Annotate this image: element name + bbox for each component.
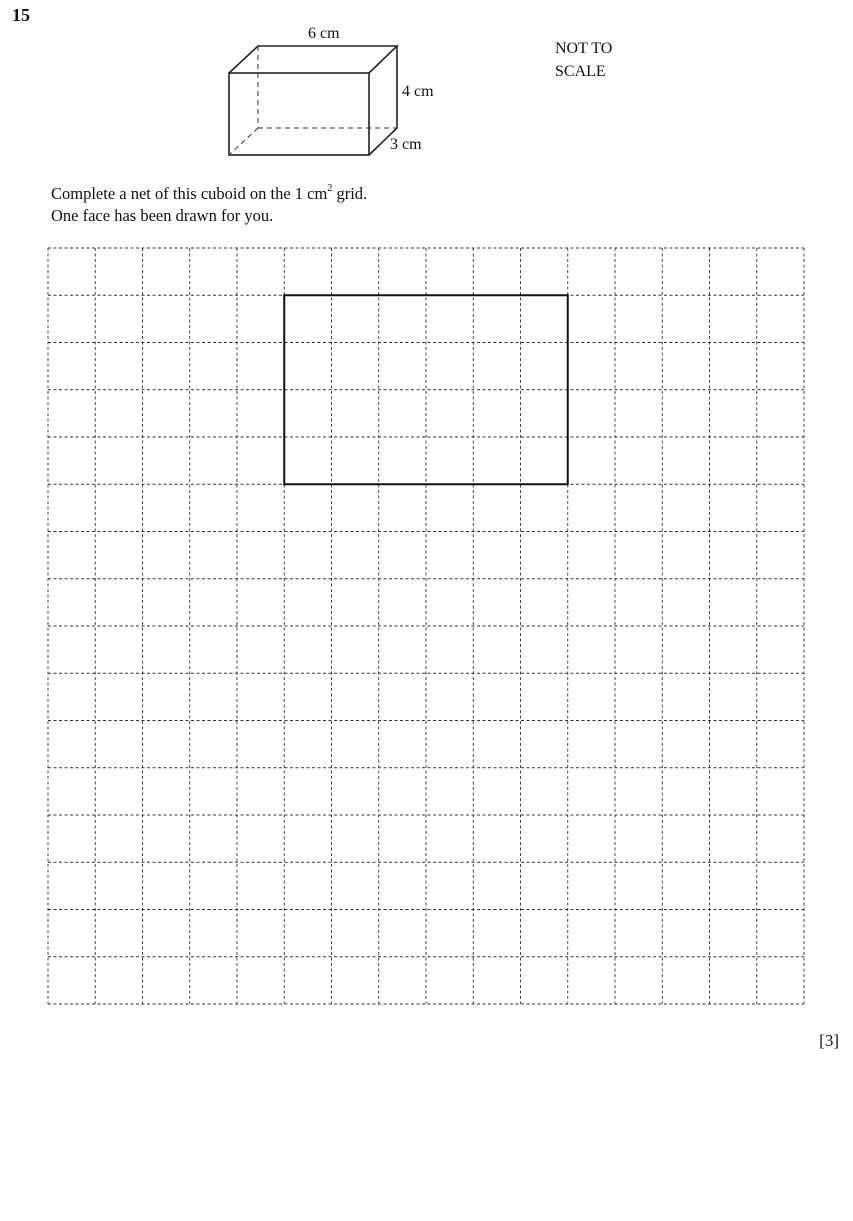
question-number: 15 [12,5,30,25]
not-to-scale-line2: SCALE [555,63,606,80]
not-to-scale-line1: NOT TO [555,40,613,57]
instruction-superscript: 2 [327,182,333,194]
instruction-line2: One face has been drawn for you. [51,206,274,225]
height-label: 4 cm [402,83,434,100]
marks-label: [3] [819,1031,839,1050]
instruction-line1-end: grid. [332,184,368,203]
depth-label: 3 cm [390,136,422,153]
length-label: 6 cm [308,25,340,42]
instruction-line1-text: Complete a net of this cuboid on the 1 cm [51,184,328,203]
given-face-rectangle [284,295,568,484]
